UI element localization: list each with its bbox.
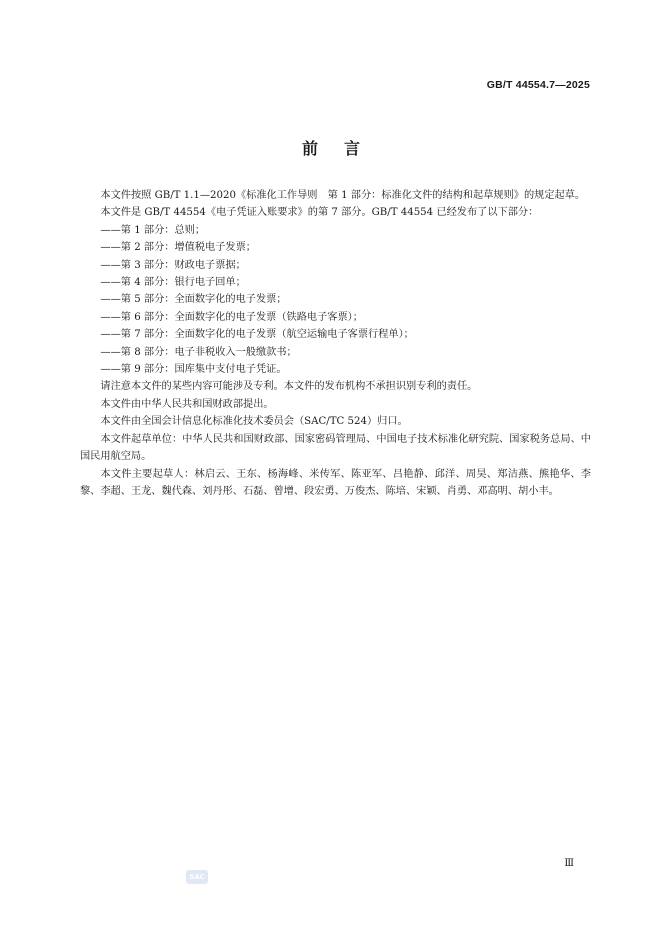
page-number: Ⅲ — [564, 858, 574, 869]
paragraph-drafters: 本文件主要起草人：林启云、王东、杨海峰、米传军、陈亚军、吕艳静、邱洋、周昊、郑洁燕、熊艳华、李黎、李超、王龙、魏代森、刘丹彤、石磊、曾增、段宏勇、万俊杰、陈培、宋颖、肖勇、邓高明、胡小丰。 — [80, 468, 591, 497]
paragraph-part-overview: 本文件是 GB/T 44554《电子凭证入账要求》的第 7 部分。GB/T 44554 已经发布了以下部分： — [100, 207, 539, 219]
list-item-part-2: ——第 2 部分：增值税电子发票； — [100, 242, 256, 254]
list-item-part-5: ——第 5 部分：全面数字化的电子发票； — [100, 294, 287, 306]
list-item-part-8: ——第 8 部分：电子非税收入一般缴款书； — [100, 346, 297, 358]
list-item-part-6: ——第 6 部分：全面数字化的电子发票（铁路电子客票）； — [100, 311, 363, 323]
sac-logo-watermark: SAC — [186, 870, 208, 884]
list-item-part-7: ——第 7 部分：全面数字化的电子发票（航空运输电子客票行程单）； — [100, 329, 414, 341]
paragraph-patent-notice: 请注意本文件的某些内容可能涉及专利。本文件的发布机构不承担识别专利的责任。 — [100, 381, 478, 393]
paragraph-drafting-rules: 本文件按照 GB/T 1.1—2020《标准化工作导则 第 1 部分：标准化文件的结构和起草规则》的规定起草。 — [100, 190, 586, 201]
list-item-part-4: ——第 4 部分：银行电子回单； — [100, 277, 246, 289]
standard-code: GB/T 44554.7—2025 — [486, 79, 590, 91]
paragraph-drafting-units: 本文件起草单位：中华人民共和国财政部、国家密码管理局、中国电子技术标准化研究院、国家税务总局、中国民用航空局。 — [80, 433, 591, 463]
list-item-part-9: ——第 9 部分：国库集中支付电子凭证。 — [100, 364, 287, 376]
list-item-part-3: ——第 3 部分：财政电子票据； — [100, 259, 246, 271]
page-title: 前言 — [301, 139, 386, 158]
paragraph-committee: 本文件由全国会计信息化标准化技术委员会（SAC/TC 524）归口。 — [100, 416, 408, 428]
paragraph-proposer: 本文件由中华人民共和国财政部提出。 — [100, 398, 274, 410]
document-body — [80, 187, 591, 500]
list-item-part-1: ——第 1 部分：总则； — [100, 224, 206, 236]
